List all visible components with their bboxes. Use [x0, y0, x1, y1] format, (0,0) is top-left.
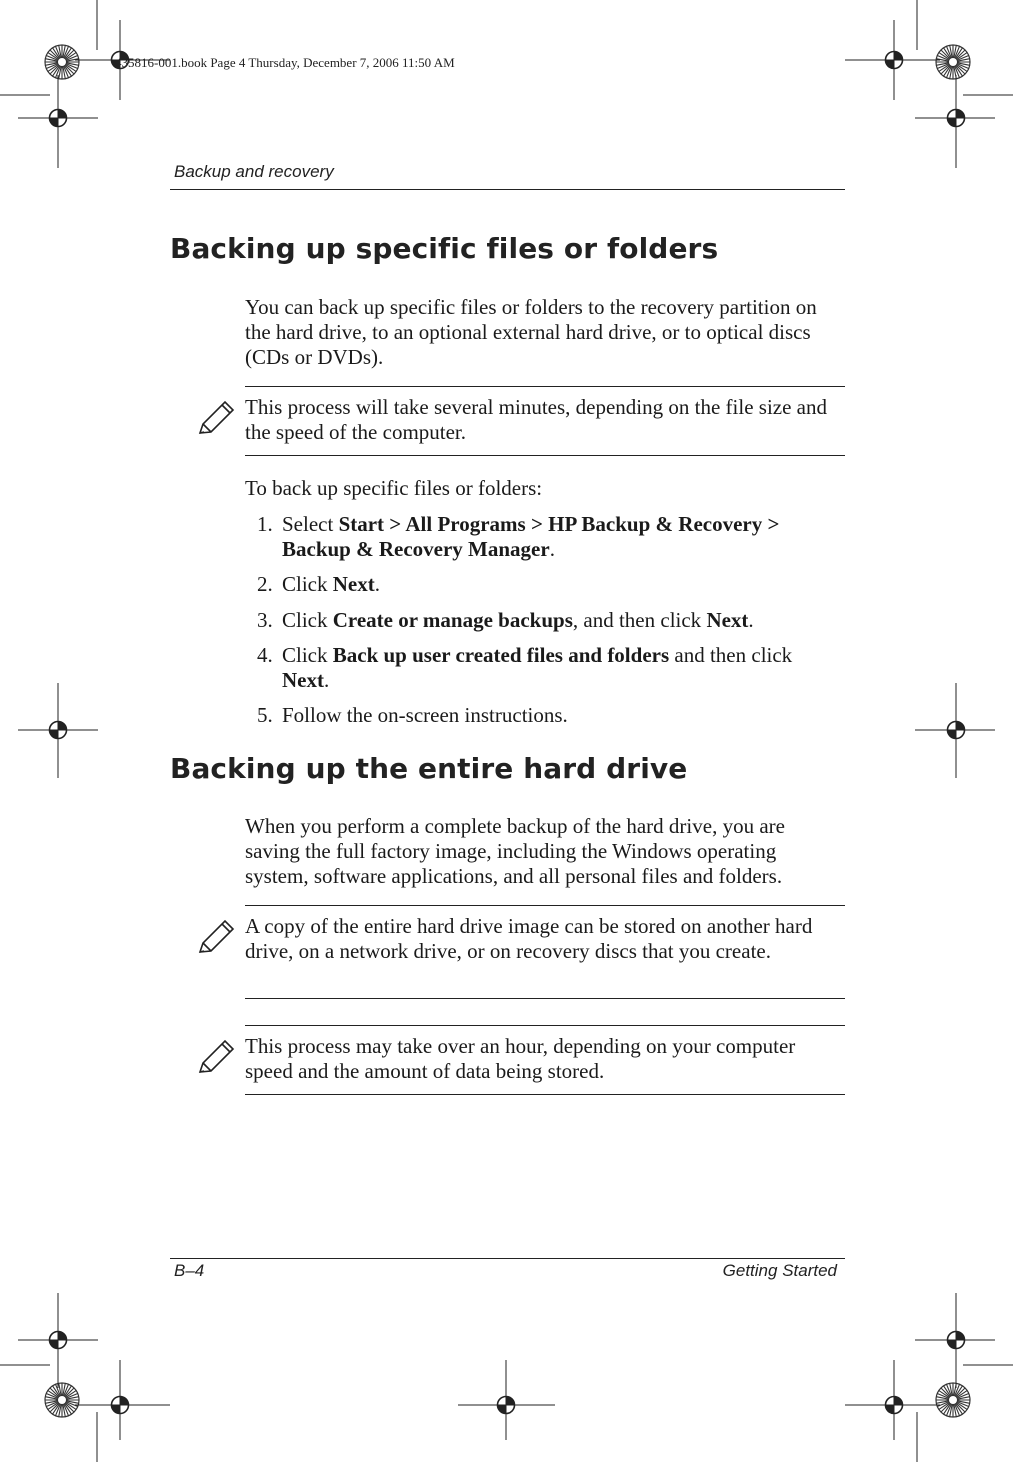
crosshair-registration-mark-icon — [886, 52, 903, 69]
crosshair-registration-mark-icon — [50, 722, 67, 739]
page-number: B–4 — [174, 1261, 205, 1280]
starburst-target-icon — [936, 45, 970, 79]
crosshair-registration-mark-icon — [50, 110, 67, 127]
crosshair-registration-mark-icon — [948, 722, 965, 739]
note-text: This process will take several minutes, depending on the file size and the speed of the computer. — [245, 395, 828, 444]
note-rule-bottom — [245, 455, 845, 456]
starburst-target-icon — [936, 1383, 970, 1417]
starburst-target-icon — [45, 45, 79, 79]
note-rule-top — [245, 386, 845, 387]
print-slug: 435816-001.book Page 4 Thursday, December 7, 2006 11:50 AM — [115, 55, 455, 70]
note-block — [192, 914, 847, 989]
crosshair-registration-mark-icon — [112, 1397, 129, 1414]
crosshair-registration-mark-icon — [886, 1397, 903, 1414]
note-rule-bottom — [245, 1094, 845, 1095]
pencil-note-icon — [192, 1036, 238, 1082]
steps-lead: To back up specific files or folders: — [245, 476, 543, 500]
crosshair-registration-mark-icon — [50, 1332, 67, 1349]
pencil-note-icon — [192, 397, 238, 443]
note-block — [192, 1034, 847, 1084]
starburst-target-icon — [45, 1383, 79, 1417]
note-rule-bottom — [245, 998, 845, 999]
section-heading-entire-drive: Backing up the entire hard drive — [170, 752, 688, 785]
section-heading-specific-files: Backing up specific files or folders — [170, 232, 719, 265]
note-text: This process may take over an hour, depending on your computer speed and the amount of data being stored. — [245, 1034, 796, 1083]
running-head: Backup and recovery — [174, 162, 334, 181]
crosshair-registration-mark-icon — [498, 1397, 515, 1414]
section2-intro: When you perform a complete backup of the hard drive, you are saving the full factory image, including the Windows operating system, software applications, and all personal files and folders. — [245, 814, 785, 888]
crosshair-registration-mark-icon — [948, 1332, 965, 1349]
note-rule-top — [245, 905, 845, 906]
note-block — [192, 395, 847, 445]
footer-rule — [170, 1258, 845, 1259]
note-rule-top — [245, 1025, 845, 1026]
header-rule — [170, 189, 845, 190]
section1-intro: You can back up specific files or folders to the recovery partition on the hard drive, to an optional external hard drive, or to optical discs (CDs or DVDs). — [245, 295, 817, 369]
note-text: A copy of the entire hard drive image can be stored on another hard drive, on a network drive, or on recovery discs that you create. — [245, 914, 813, 963]
crosshair-registration-mark-icon — [948, 110, 965, 127]
footer-title: Getting Started — [722, 1261, 837, 1280]
pencil-note-icon — [192, 916, 238, 962]
